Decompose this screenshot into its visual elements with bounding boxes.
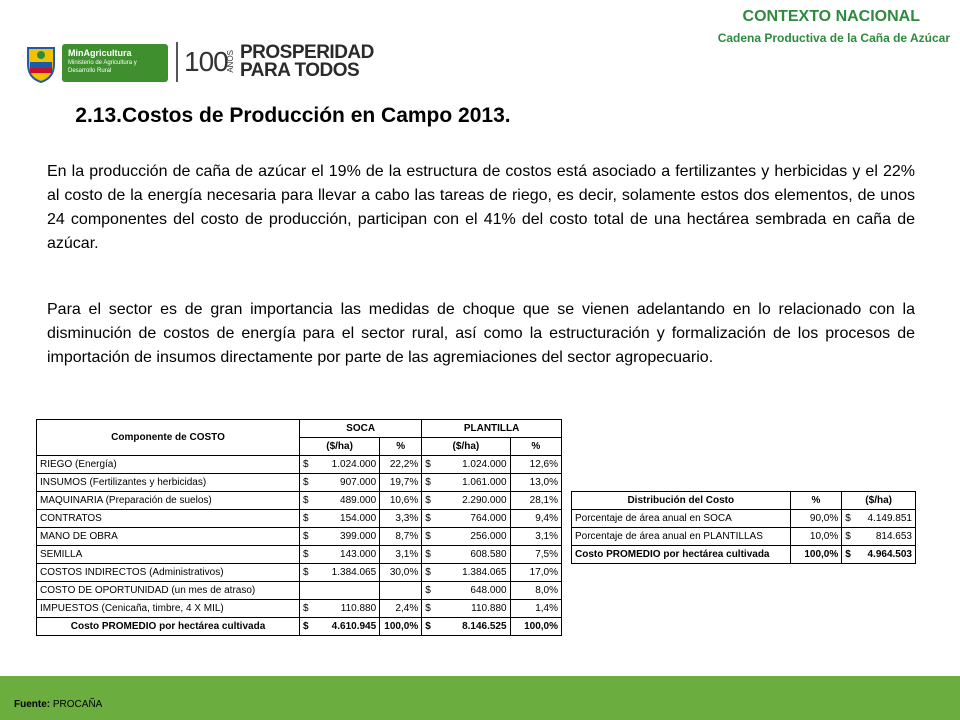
total-plantilla-currency: $ — [422, 618, 436, 636]
centenary-anos: AÑOS — [226, 50, 235, 73]
paragraph-2: Para el sector es de gran importancia las medidas de choque que se vienen adelantando en lo relacionado con la disminución de costos de energía para el sector rural, así como la estructuración y formalización de los procesos de importación de insumos directamente por parte de las agremiaciones del sector agropecuario. — [47, 301, 915, 366]
context-subtitle: Cadena Productiva de la Caña de Azúcar — [717, 31, 950, 45]
dist-row-pct: 90,0% — [790, 510, 842, 528]
total-plantilla-pct: 100,0% — [510, 618, 561, 636]
row-label: INSUMOS (Fertilizantes y herbicidas) — [37, 474, 300, 492]
dist-column-value: ($/ha) — [842, 492, 916, 510]
row-soca-currency: $ — [300, 528, 314, 546]
source-note — [14, 699, 102, 710]
row-label: MAQUINARIA (Preparación de suelos) — [37, 492, 300, 510]
dist-row-value: 814.653 — [856, 528, 916, 546]
column-header-plantilla-pct: % — [510, 438, 561, 456]
dist-total-currency: $ — [842, 546, 856, 564]
table-header-row — [37, 420, 562, 438]
row-plantilla-currency: $ — [422, 582, 436, 600]
row-soca-value: 907.000 — [314, 474, 380, 492]
row-soca-value: 143.000 — [314, 546, 380, 564]
dist-total-row — [572, 546, 916, 564]
ministry-name: MinAgricultura — [68, 48, 132, 58]
total-soca-pct: 100,0% — [380, 618, 422, 636]
total-plantilla-value: 8.146.525 — [436, 618, 510, 636]
row-plantilla-value: 256.000 — [436, 528, 510, 546]
dist-row-value: 4.149.851 — [856, 510, 916, 528]
row-plantilla-pct: 12,6% — [510, 456, 561, 474]
row-plantilla-currency: $ — [422, 528, 436, 546]
centenary-logo: 100 — [184, 46, 228, 77]
row-soca-pct: 2,4% — [380, 600, 422, 618]
row-label: IMPUESTOS (Cenicaña, timbre, 4 X MIL) — [37, 600, 300, 618]
table-row — [37, 600, 562, 618]
row-plantilla-pct: 13,0% — [510, 474, 561, 492]
table-row — [37, 528, 562, 546]
row-soca-pct — [380, 582, 422, 600]
row-soca-pct: 19,7% — [380, 474, 422, 492]
dist-total-pct: 100,0% — [790, 546, 842, 564]
row-plantilla-currency: $ — [422, 564, 436, 582]
row-plantilla-currency: $ — [422, 492, 436, 510]
row-label: SEMILLA — [37, 546, 300, 564]
page-title — [30, 104, 511, 128]
dist-column-pct: % — [790, 492, 842, 510]
table-row — [37, 474, 562, 492]
row-plantilla-pct: 28,1% — [510, 492, 561, 510]
row-soca-currency: $ — [300, 564, 314, 582]
column-header-soca-pct: % — [380, 438, 422, 456]
dist-total-value: 4.964.503 — [856, 546, 916, 564]
table-row — [37, 456, 562, 474]
prosperidad-logo — [240, 44, 380, 80]
ministry-logo — [62, 44, 168, 82]
footer-bar — [0, 676, 960, 720]
table-row — [37, 510, 562, 528]
row-soca-pct: 22,2% — [380, 456, 422, 474]
dist-row — [572, 510, 916, 528]
table-row — [37, 546, 562, 564]
table-row — [37, 492, 562, 510]
row-plantilla-currency: $ — [422, 474, 436, 492]
dist-row — [572, 528, 916, 546]
colombia-coat-of-arms-icon — [22, 44, 60, 84]
logo-divider — [176, 42, 178, 82]
column-group-soca: SOCA — [300, 420, 422, 438]
dist-column-label: Distribución del Costo — [572, 492, 791, 510]
column-header-soca-value: ($/ha) — [300, 438, 380, 456]
dist-header-row — [572, 492, 916, 510]
distribution-table — [571, 491, 916, 564]
row-plantilla-value: 764.000 — [436, 510, 510, 528]
row-soca-currency: $ — [300, 456, 314, 474]
source-value: PROCAÑA — [52, 699, 103, 710]
row-soca-value: 399.000 — [314, 528, 380, 546]
row-plantilla-value: 1.384.065 — [436, 564, 510, 582]
dist-row-currency: $ — [842, 528, 856, 546]
row-plantilla-pct: 9,4% — [510, 510, 561, 528]
row-plantilla-value: 1.024.000 — [436, 456, 510, 474]
row-plantilla-value: 110.880 — [436, 600, 510, 618]
dist-row-label: Porcentaje de área anual en PLANTILLAS — [572, 528, 791, 546]
row-soca-value: 110.880 — [314, 600, 380, 618]
context-title: CONTEXTO NACIONAL — [742, 8, 920, 25]
table-row — [37, 564, 562, 582]
table-total-row — [37, 618, 562, 636]
row-plantilla-value: 608.580 — [436, 546, 510, 564]
row-plantilla-pct: 8,0% — [510, 582, 561, 600]
row-soca-pct: 3,1% — [380, 546, 422, 564]
column-header-plantilla-value: ($/ha) — [422, 438, 510, 456]
column-header-component: Componente de COSTO — [37, 420, 300, 456]
row-soca-currency: $ — [300, 492, 314, 510]
row-plantilla-pct: 7,5% — [510, 546, 561, 564]
row-soca-pct: 8,7% — [380, 528, 422, 546]
row-plantilla-currency: $ — [422, 546, 436, 564]
row-soca-pct: 10,6% — [380, 492, 422, 510]
total-label: Costo PROMEDIO por hectárea cultivada — [37, 618, 300, 636]
dist-row-label: Porcentaje de área anual en SOCA — [572, 510, 791, 528]
row-plantilla-value: 2.290.000 — [436, 492, 510, 510]
row-soca-pct: 3,3% — [380, 510, 422, 528]
total-soca-currency: $ — [300, 618, 314, 636]
slogan-line1: PROSPERIDAD — [240, 42, 374, 63]
row-plantilla-value: 648.000 — [436, 582, 510, 600]
row-soca-currency: $ — [300, 546, 314, 564]
dist-row-pct: 10,0% — [790, 528, 842, 546]
row-plantilla-currency: $ — [422, 456, 436, 474]
row-soca-value: 154.000 — [314, 510, 380, 528]
source-label: Fuente: — [14, 699, 51, 710]
row-label: MANO DE OBRA — [37, 528, 300, 546]
row-soca-value: 1.384.065 — [314, 564, 380, 582]
row-soca-value — [314, 582, 380, 600]
row-label: COSTOS INDIRECTOS (Administrativos) — [37, 564, 300, 582]
row-plantilla-currency: $ — [422, 600, 436, 618]
dist-total-label: Costo PROMEDIO por hectárea cultivada — [572, 546, 791, 564]
section-number: 2.13. — [75, 104, 122, 127]
row-plantilla-pct: 17,0% — [510, 564, 561, 582]
row-soca-value: 1.024.000 — [314, 456, 380, 474]
row-plantilla-value: 1.061.000 — [436, 474, 510, 492]
table-row — [37, 582, 562, 600]
row-plantilla-pct: 1,4% — [510, 600, 561, 618]
slogan-line2: PARA TODOS — [240, 60, 360, 81]
section-title: Costos de Producción en Campo 2013. — [122, 104, 511, 127]
row-label: RIEGO (Energía) — [37, 456, 300, 474]
row-soca-pct: 30,0% — [380, 564, 422, 582]
paragraph-1: En la producción de caña de azúcar el 19% de la estructura de costos está asociado a fertilizantes y herbicidas y el 22% al costo de la energía necesaria para llevar a cabo las tareas de riego, es decir, solamente estos dos elementos, de unos 24 componentes del costo de producción, participan con el 41% del costo total de una hectárea sembrada en caña de azúcar. — [47, 163, 915, 252]
row-plantilla-pct: 3,1% — [510, 528, 561, 546]
ministry-subtitle: Ministerio de Agricultura y Desarrollo Rural — [68, 60, 137, 74]
row-label: COSTO DE OPORTUNIDAD (un mes de atraso) — [37, 582, 300, 600]
row-label: CONTRATOS — [37, 510, 300, 528]
row-soca-currency: $ — [300, 474, 314, 492]
row-plantilla-currency: $ — [422, 510, 436, 528]
dist-row-currency: $ — [842, 510, 856, 528]
column-group-plantilla: PLANTILLA — [422, 420, 562, 438]
row-soca-currency: $ — [300, 510, 314, 528]
total-soca-value: 4.610.945 — [314, 618, 380, 636]
row-soca-value: 489.000 — [314, 492, 380, 510]
row-soca-currency — [300, 582, 314, 600]
cost-table — [36, 419, 562, 636]
row-soca-currency: $ — [300, 600, 314, 618]
